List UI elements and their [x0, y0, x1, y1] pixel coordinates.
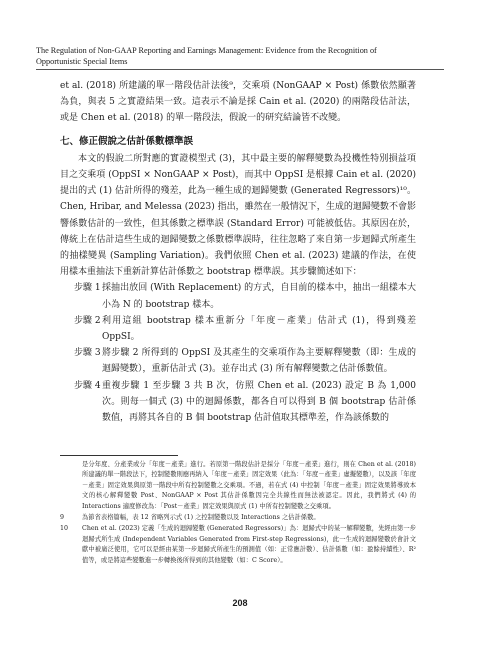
step-label: 步驟 1: [74, 283, 101, 294]
step-text: 重複步驟 1 至步驟 3 共 B 次，仿照 Chen et al. (2023) 設定 B 為 1,000 次。則每一個式 (3) 中的迴歸係數，都各自可以得到 B 個 bootstrap 估計係數值，再將其各自的 B 個 bootstrap 估計值取其標準差，作為該係數的: [102, 380, 416, 424]
paragraph-1: et al. (2018) 所建議的單一階段估計法後⁹，交乘項 (NonGAAP × Post) 係數依然顯著為負，與表 5 之實證結果一致。這表示不論是採 Cain et al. (2020) 的兩階段估計法，或是 Chen et al. (2018) 的單一階段法，假說一的研究結論皆不改變。: [60, 81, 416, 124]
paragraph-2: 本文的假說二所對應的實證模型式 (3)，其中最主要的解釋變數為投機性特別損益項目之交乘項 (OppSI × NonGAAP × Post)，而其中 OppSI 是根據 Cain et al. (2020) 提出的式 (1) 估計所得的殘差，此為一種生成的迴歸變數 (Generated Regressors)¹⁰。Chen, Hribar, and Melessa (2023) 指出，雖然在一般情況下，生成的迴歸變數不會影響係數估計的一致性，但其係數之標準誤 (Standard Error) 可能被低估。其原因在於，傳統上在估計這些生成的迴歸變數之係數標準誤時，往往忽略了來自第一步迴歸式所產生的抽樣變異 (Sampling Variation)。我們依照 Chen et al. (2023) 建議的作法，在使用樣本重抽法下重新計算估計係數之 bootstrap 標準誤。其步驟簡述如下：: [60, 153, 416, 278]
running-header: [36, 45, 444, 67]
running-header-line-2: Opportunistic Special Items: [36, 57, 128, 66]
footnotes: [60, 460, 416, 567]
main-body: [60, 78, 416, 426]
step-label: 步驟 3: [74, 348, 101, 359]
footnote-text: 為節省表格篇幅，表 12 省略列示式 (1) 之控制變數以及 Interactions 之估計係數。: [82, 514, 320, 522]
footnote-number: 10: [60, 525, 69, 533]
step-item: [60, 378, 416, 427]
step-item: [60, 280, 416, 312]
footnote-rule: [60, 455, 178, 456]
step-item: [60, 313, 416, 345]
footnote-number: 9: [60, 514, 65, 522]
footnote: [60, 460, 416, 512]
footnote-text: 是分年度、分產業或分「年度－產業」進行。若原第一階段估計是採分「年度－產業」進行，則在 Chen et al. (2018) 所建議的單一階段法下，控制變數則應再納入「年度－產業」固定效果（此為：「年度－產業」虛擬變數），以及該「年度－產業」固定效果與原第一階段中所有控制變數之交乘項。不過，若在式 (4) 中控制「年度－產業」固定效果將導致本文的核心解釋變數 Post、NonGAAP × Post 其估計係數因完全共線性而無法被認定。因此，我們將式 (4) 的 Interactions 適度修改為：「Post－產業」固定效果與原式 (1) 中所有控制變數之交乘項。: [82, 461, 416, 510]
footnote: [60, 513, 416, 523]
page-number: 208: [232, 598, 248, 608]
footnote-number: [60, 460, 82, 512]
step-label: 步驟 4: [74, 380, 101, 391]
step-text: 利用這組 bootstrap 樣本重新分「年度－產業」估計式 (1)，得到殘差 OppSI。: [102, 315, 416, 343]
footnote-text: Chen et al. (2023) 定義「生成的迴歸變數 (Generated Regressors)」為：迴歸式中的某一解釋變數，先經由第一步迴歸式所生成 (Independent Variables Generated from First-step Regressions)，此一生成的迴歸變數於會計文獻中被廣泛使用，它可以是經由某第一步迴歸式所產生的預測值（如：正常應計數）、估計係數（如：盈餘持續性）、R² 值等，或是將這些變數進一步轉換後所得到的其他變數（如：C Score）。: [82, 525, 416, 564]
header-rule: [36, 69, 444, 70]
step-text: 將步驟 2 所得到的 OppSI 及其產生的交乘項作為主要解釋變數（即：生成的迴歸變數），重新估計式 (3)。並存出式 (3) 所有解釋變數之估計係數值。: [102, 348, 416, 375]
step-item: [60, 345, 416, 377]
step-label: 步驟 2: [74, 315, 101, 326]
footnote: [60, 524, 416, 566]
step-text: 採抽出放回 (With Replacement) 的方式，自目前的樣本中，抽出一組樣本大小為 N 的 bootstrap 樣本。: [102, 283, 416, 310]
running-header-line-1: The Regulation of Non-GAAP Reporting and Earnings Management: Evidence from the Recognition of: [36, 46, 377, 55]
section-heading: 七、修正假說之估計係數標準誤: [60, 135, 194, 147]
